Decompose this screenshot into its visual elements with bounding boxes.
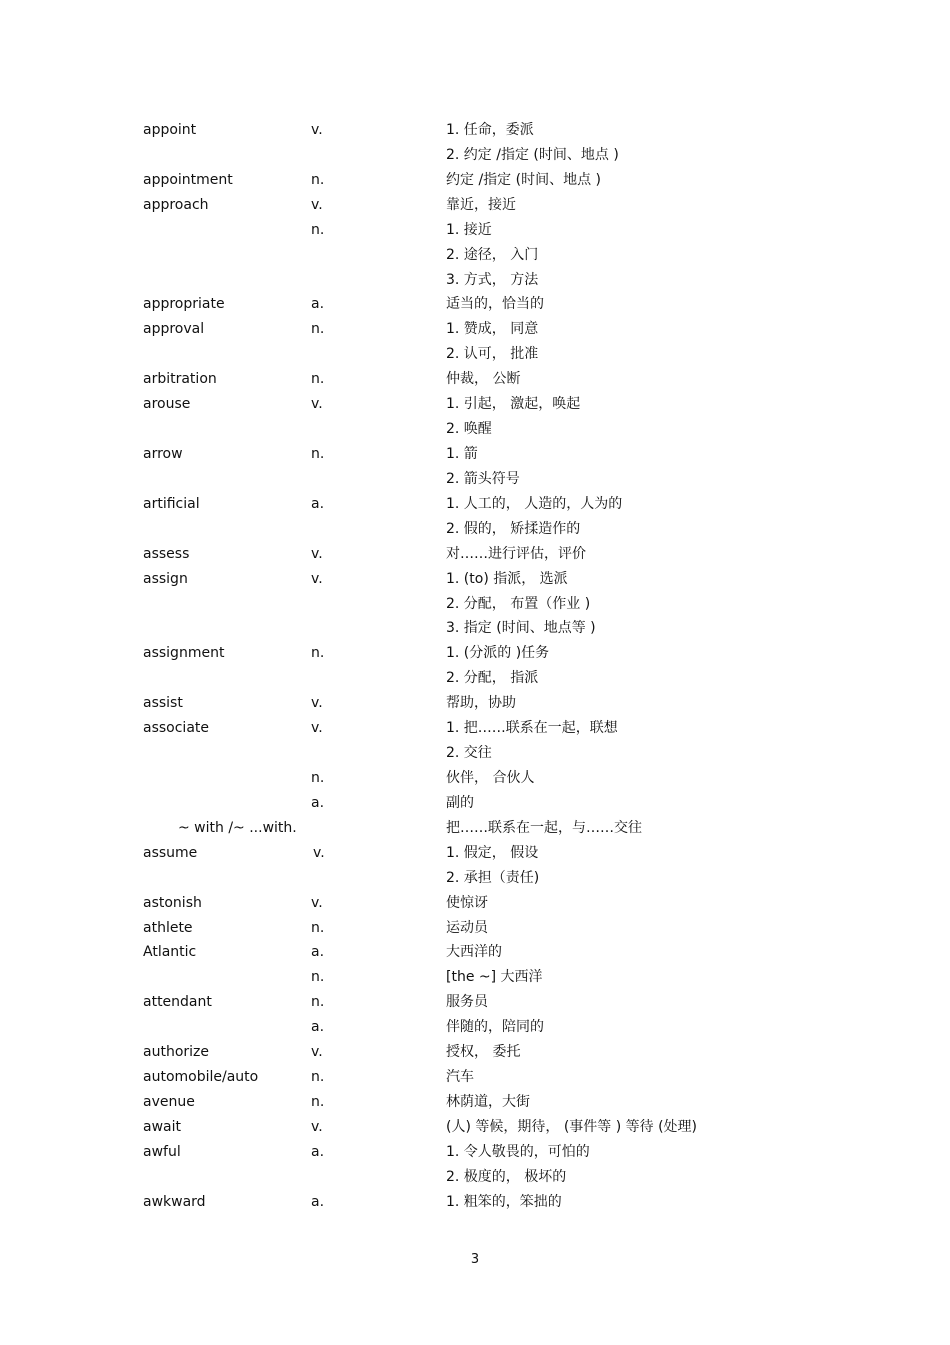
part-of-speech: n. (311, 221, 325, 238)
vocab-row (0, 567, 950, 592)
vocab-row (0, 542, 950, 567)
vocab-row (0, 1190, 950, 1215)
vocab-row (0, 841, 950, 866)
definition: 2. 假的， 矫揉造作的 (446, 520, 581, 537)
vocab-row (0, 816, 950, 841)
vocab-word: avenue (143, 1093, 195, 1110)
part-of-speech: v. (311, 196, 323, 213)
definition: 1. 赞成， 同意 (446, 321, 539, 338)
definition: 靠近，接近 (446, 196, 516, 213)
vocab-row (0, 218, 950, 243)
part-of-speech: n. (311, 1093, 325, 1110)
vocab-word: approach (143, 196, 209, 213)
vocab-row (0, 741, 950, 766)
vocab-word: assist (143, 695, 183, 712)
vocab-row (0, 317, 950, 342)
vocab-row (0, 442, 950, 467)
vocab-word: arouse (143, 396, 191, 413)
vocab-row (0, 716, 950, 741)
part-of-speech: a. (311, 495, 325, 512)
part-of-speech: a. (311, 1193, 325, 1210)
vocab-word: astonish (143, 894, 202, 911)
vocab-row (0, 1090, 950, 1115)
vocab-row (0, 392, 950, 417)
vocab-word: Atlantic (143, 944, 197, 961)
definition: 服务员 (446, 994, 488, 1011)
part-of-speech: v. (311, 894, 323, 911)
part-of-speech: v. (311, 695, 323, 712)
part-of-speech: n. (311, 919, 325, 936)
vocab-word: authorize (143, 1044, 209, 1061)
vocab-row (0, 1040, 950, 1065)
definition: [the ~] 大西洋 (446, 969, 543, 986)
vocab-word: appointment (143, 171, 233, 188)
definition: 2. 唤醒 (446, 421, 492, 438)
vocab-row (0, 168, 950, 193)
vocab-row (0, 367, 950, 392)
part-of-speech: n. (311, 321, 325, 338)
definition: 伙伴， 合伙人 (446, 769, 535, 786)
vocab-row (0, 143, 950, 168)
part-of-speech: v. (311, 396, 323, 413)
definition: 汽车 (446, 1069, 474, 1086)
vocab-word: arbitration (143, 371, 217, 388)
vocab-row (0, 467, 950, 492)
definition: 2. 分配， 布置（作业 ) (446, 595, 591, 612)
part-of-speech: n. (311, 445, 325, 462)
vocab-row (0, 342, 950, 367)
part-of-speech: a. (311, 296, 325, 313)
vocab-word: assume (143, 844, 198, 861)
vocab-row (0, 940, 950, 965)
vocab-word: awful (143, 1143, 181, 1160)
vocab-word: await (143, 1118, 181, 1135)
definition: 林荫道，大街 (446, 1093, 530, 1110)
definition: 仲裁， 公断 (446, 371, 521, 388)
vocab-word: assign (143, 570, 188, 587)
vocab-row (0, 417, 950, 442)
vocab-row (0, 592, 950, 617)
definition: 1. 任命，委派 (446, 122, 534, 138)
definition: 2. 途径， 入门 (446, 246, 539, 263)
definition: 2. 极度的， 极坏的 (446, 1168, 567, 1185)
vocab-row (0, 193, 950, 218)
part-of-speech: v. (311, 122, 323, 138)
part-of-speech: v. (311, 720, 323, 737)
vocab-row (0, 965, 950, 990)
vocab-word: automobile/auto (143, 1069, 259, 1086)
definition: 2. 交往 (446, 745, 492, 762)
vocab-word: assess (143, 545, 190, 562)
vocab-word: approval (143, 321, 205, 338)
vocab-row (0, 1140, 950, 1165)
definition: 3. 指定 (时间、地点等 ) (446, 620, 596, 637)
definition: 1. 引起， 激起，唤起 (446, 396, 581, 413)
page-number: 3 (470, 1252, 480, 1267)
part-of-speech: n. (311, 645, 325, 662)
vocab-word: athlete (143, 919, 193, 936)
vocab-row (0, 916, 950, 941)
vocab-word: awkward (143, 1193, 206, 1210)
definition: 2. 箭头符号 (446, 470, 520, 487)
vocab-row (0, 691, 950, 716)
vocab-row (0, 666, 950, 691)
vocab-row (0, 1115, 950, 1140)
part-of-speech: a. (311, 1019, 325, 1036)
definition: 使惊讶 (446, 894, 488, 911)
vocab-row (0, 641, 950, 666)
vocab-row (0, 517, 950, 542)
vocab-word: appropriate (143, 296, 225, 313)
vocab-row (0, 492, 950, 517)
vocab-row (0, 1065, 950, 1090)
definition: 1. (分派的 )任务 (446, 645, 550, 662)
definition: 把……联系在一起，与……交往 (446, 819, 642, 836)
vocab-row (0, 1015, 950, 1040)
definition: 约定 /指定 (时间、地点 ) (446, 171, 601, 188)
vocab-word: appoint (143, 122, 197, 138)
definition: 2. 认可， 批准 (446, 346, 539, 363)
definition: 1. 假定， 假设 (446, 844, 539, 861)
vocab-word: arrow (143, 445, 183, 462)
definition: 2. 分配， 指派 (446, 670, 539, 687)
vocab-row (0, 791, 950, 816)
part-of-speech: a. (311, 1143, 325, 1160)
part-of-speech: a. (311, 794, 325, 811)
vocab-word: ~ with /~ ...with. (178, 819, 297, 836)
definition: 副的 (446, 794, 474, 811)
definition: 2. 承担（责任) (446, 869, 540, 886)
definition: 适当的，恰当的 (446, 296, 544, 313)
definition: 授权， 委托 (446, 1044, 521, 1061)
vocab-row (0, 866, 950, 891)
definition: 伴随的，陪同的 (446, 1019, 544, 1036)
definition: 运动员 (446, 919, 488, 936)
part-of-speech: n. (311, 1069, 325, 1086)
part-of-speech: v. (311, 545, 323, 562)
definition: 1. 把……联系在一起，联想 (446, 720, 618, 737)
definition: 3. 方式， 方法 (446, 271, 539, 288)
definition: 大西洋的 (446, 944, 502, 961)
part-of-speech: v. (313, 844, 325, 861)
part-of-speech: v. (311, 1118, 323, 1135)
definition: 1. 令人敬畏的，可怕的 (446, 1143, 590, 1160)
vocab-row (0, 118, 950, 143)
vocab-word: attendant (143, 994, 212, 1011)
vocab-row (0, 268, 950, 293)
vocab-row (0, 891, 950, 916)
part-of-speech: n. (311, 969, 325, 986)
part-of-speech: v. (311, 570, 323, 587)
vocab-word: assignment (143, 645, 225, 662)
part-of-speech: n. (311, 769, 325, 786)
definition: (人) 等候，期待， (事件等 ) 等待 (处理) (446, 1118, 698, 1135)
vocab-row (0, 766, 950, 791)
part-of-speech: a. (311, 944, 325, 961)
part-of-speech: n. (311, 171, 325, 188)
vocab-word: associate (143, 720, 210, 737)
definition: 帮助，协助 (446, 695, 516, 712)
definition: 1. 人工的， 人造的，人为的 (446, 495, 623, 512)
vocab-row (0, 990, 950, 1015)
definition: 对……进行评估，评价 (446, 545, 586, 562)
definition: 1. 接近 (446, 221, 492, 238)
definition: 2. 约定 /指定 (时间、地点 ) (446, 146, 619, 163)
definition: 1. 箭 (446, 445, 478, 462)
part-of-speech: v. (311, 1044, 323, 1061)
vocab-row (0, 243, 950, 268)
vocab-row (0, 1165, 950, 1190)
vocab-row (0, 616, 950, 641)
part-of-speech: n. (311, 994, 325, 1011)
vocab-word: artificial (143, 495, 200, 512)
definition: 1. 粗笨的，笨拙的 (446, 1193, 562, 1210)
definition: 1. (to) 指派， 选派 (446, 570, 568, 587)
vocab-row (0, 292, 950, 317)
vocabulary-list (0, 118, 950, 1215)
part-of-speech: n. (311, 371, 325, 388)
